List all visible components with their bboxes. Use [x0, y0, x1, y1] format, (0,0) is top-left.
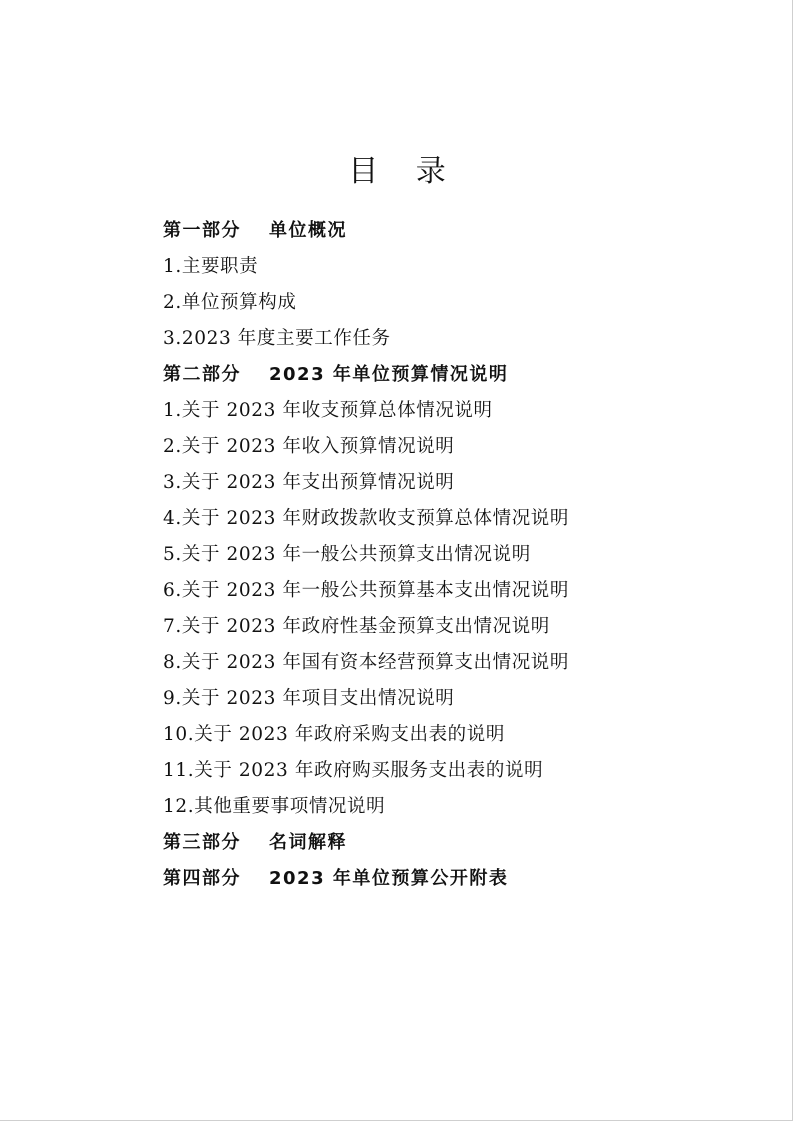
toc-entry-text: 2.单位预算构成 [163, 292, 297, 313]
toc-entry-text: 8.关于 2023 年国有资本经营预算支出情况说明 [163, 652, 569, 673]
toc-entry-text: 1.关于 2023 年收支预算总体情况说明 [163, 400, 493, 421]
toc-item[interactable] [163, 321, 763, 357]
toc-entry-text: 2023 年单位预算公开附表 [269, 868, 509, 889]
toc-item[interactable] [163, 537, 763, 573]
toc-part-heading[interactable] [163, 357, 763, 393]
toc-part-heading[interactable] [163, 825, 763, 861]
toc-item[interactable] [163, 789, 763, 825]
toc-item[interactable] [163, 681, 763, 717]
toc-part-heading[interactable] [163, 213, 763, 249]
toc-entry-text: 1.主要职责 [163, 256, 259, 277]
toc-entry-text: 2.关于 2023 年收入预算情况说明 [163, 436, 455, 457]
toc-item[interactable] [163, 645, 763, 681]
toc-entry-text: 5.关于 2023 年一般公共预算支出情况说明 [163, 544, 531, 565]
toc-entry-text: 名词解释 [269, 832, 347, 853]
table-of-contents [163, 213, 763, 897]
toc-entry-text: 10.关于 2023 年政府采购支出表的说明 [163, 724, 505, 745]
toc-entry-text: 6.关于 2023 年一般公共预算基本支出情况说明 [163, 580, 569, 601]
toc-entry-text: 7.关于 2023 年政府性基金预算支出情况说明 [163, 616, 550, 637]
toc-entry-text: 9.关于 2023 年项目支出情况说明 [163, 688, 455, 709]
toc-part-label: 第二部分 [163, 364, 241, 385]
page-title: 目 录 [348, 154, 460, 189]
toc-item[interactable] [163, 573, 763, 609]
toc-part-label: 第四部分 [163, 868, 241, 889]
toc-item[interactable] [163, 501, 763, 537]
toc-entry-text: 3.2023 年度主要工作任务 [163, 328, 391, 349]
toc-entry-text: 4.关于 2023 年财政拨款收支预算总体情况说明 [163, 508, 569, 529]
toc-item[interactable] [163, 609, 763, 645]
toc-item[interactable] [163, 429, 763, 465]
toc-part-heading[interactable] [163, 861, 763, 897]
toc-part-label: 第一部分 [163, 220, 241, 241]
toc-item[interactable] [163, 249, 763, 285]
toc-entry-text: 2023 年单位预算情况说明 [269, 364, 509, 385]
toc-entry-text: 12.其他重要事项情况说明 [163, 796, 386, 817]
toc-entry-text: 11.关于 2023 年政府购买服务支出表的说明 [163, 760, 544, 781]
toc-item[interactable] [163, 393, 763, 429]
toc-item[interactable] [163, 465, 763, 501]
toc-part-label: 第三部分 [163, 832, 241, 853]
toc-item[interactable] [163, 285, 763, 321]
toc-item[interactable] [163, 753, 763, 789]
toc-entry-text: 3.关于 2023 年支出预算情况说明 [163, 472, 455, 493]
toc-item[interactable] [163, 717, 763, 753]
toc-entry-text: 单位概况 [269, 220, 347, 241]
